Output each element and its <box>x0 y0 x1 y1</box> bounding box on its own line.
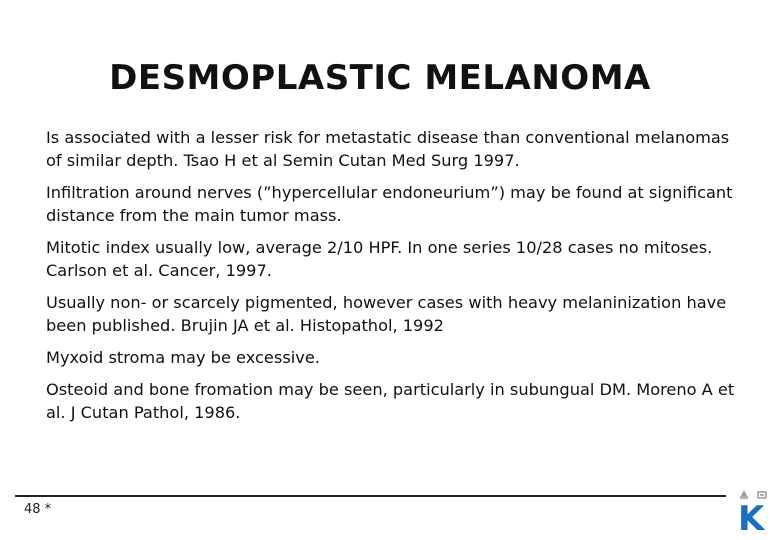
bullet-item: Infiltration around nerves (”hypercellular endoneurium”) may be found at significant distance from the main tumor mass. <box>46 183 733 225</box>
bullet-item: Myxoid stroma may be excessive. <box>46 348 320 367</box>
university-logo-icon <box>738 488 770 532</box>
bullet-item: Usually non- or scarcely pigmented, however cases with heavy melaninization have been published. Brujin JA et al. Histopathol, 1992 <box>46 293 727 335</box>
bullet-item: Mitotic index usually low, average 2/10 HPF. In one series 10/28 cases no mitoses. Carlson et al. Cancer, 1997. <box>46 238 713 280</box>
page-number: 48 * <box>24 502 52 517</box>
footer-divider <box>15 495 726 497</box>
bullet-list <box>46 126 746 433</box>
logo-letter: K <box>738 499 765 532</box>
bullet-item: Is associated with a lesser risk for metastatic disease than conventional melanomas of similar depth. Tsao H et al Semin Cutan Med Surg 1997. <box>46 128 730 170</box>
slide-title: DESMOPLASTIC MELANOMA <box>109 58 651 98</box>
bullet-item: Osteoid and bone fromation may be seen, particularly in subungual DM. Moreno A et al. J Cutan Pathol, 1986. <box>46 380 735 422</box>
